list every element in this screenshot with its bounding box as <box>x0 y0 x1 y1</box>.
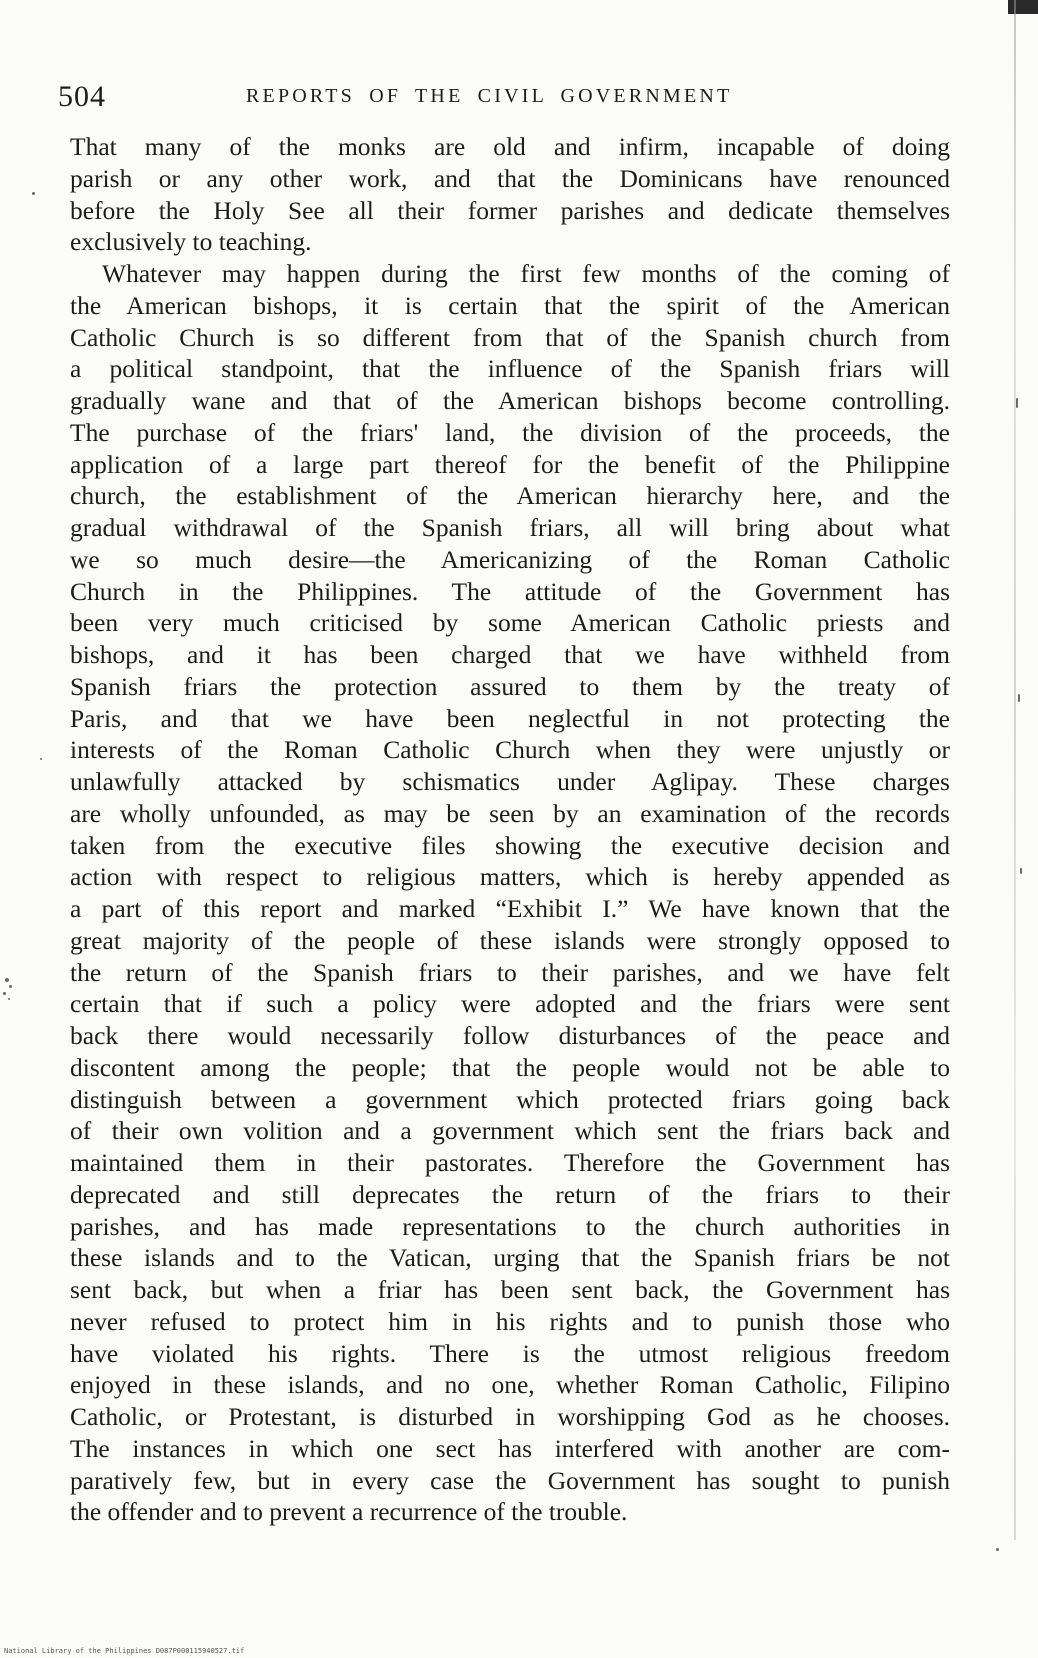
text-line: exclusively to teaching. <box>70 227 312 257</box>
text-line: the offender and to prevent a recurrence of the trouble. <box>70 1497 628 1527</box>
text-line: That many of the monks are old and infirm, incapable of doing <box>70 132 950 161</box>
scan-speckle <box>996 1548 999 1551</box>
text-line: parish or any other work, and that the Dominicans have renounced <box>70 163 950 193</box>
scan-speckle <box>40 758 42 760</box>
scan-speckle <box>1018 694 1020 702</box>
text-line: have violated his rights. There is the utmost religious freedom <box>70 1338 950 1368</box>
text-line: unlawfully attacked by schismatics under Aglipay. These charges <box>70 767 950 796</box>
text-line: the American bishops, it is certain that the spirit of the American <box>70 290 950 320</box>
page-header <box>58 80 958 120</box>
page-number: 504 <box>58 80 106 113</box>
text-line: Catholic Church is so different from that of the Spanish church from <box>70 322 950 352</box>
text-line: Paris, and that we have been neglectful in not protecting the <box>70 703 950 733</box>
paragraph-2 <box>70 258 950 1528</box>
page-edge-shadow <box>1014 0 1016 1540</box>
text-line: interests of the Roman Catholic Church when they were unjustly or <box>70 735 950 765</box>
scan-speckle <box>5 978 9 982</box>
scan-credit: National Library of the Philippines D087P000115940527.tif <box>4 1647 245 1655</box>
text-line: application of a large part thereof for the benefit of the Philippine <box>70 449 950 479</box>
text-line: action with respect to religious matters, which is hereby appended as <box>70 862 950 892</box>
text-line: never refused to protect him in his rights and to punish those who <box>70 1306 950 1336</box>
text-line: maintained them in their pastorates. Therefore the Government has <box>70 1148 950 1177</box>
text-line: are wholly unfounded, as may be seen by an examination of the records <box>70 798 950 828</box>
text-line: of their own volition and a government which sent the friars back and <box>70 1116 950 1146</box>
paragraph-1 <box>70 131 950 258</box>
text-line: distinguish between a government which protected friars going back <box>70 1084 950 1114</box>
text-line: Church in the Philippines. The attitude of the Government has <box>70 576 950 606</box>
text-line: Catholic, or Protestant, is disturbed in worshipping God as he chooses. <box>70 1402 950 1431</box>
text-line: Spanish friars the protection assured to them by the treaty of <box>70 671 950 701</box>
running-head: REPORTS OF THE CIVIL GOVERNMENT <box>246 85 733 107</box>
text-line: gradually wane and that of the American bishops become controlling. <box>70 386 950 415</box>
text-line: a part of this report and marked “Exhibit I.” We have known that the <box>70 894 950 923</box>
text-line: great majority of the people of these islands were strongly opposed to <box>70 925 950 955</box>
text-line: the return of the Spanish friars to their parishes, and we have felt <box>70 957 950 987</box>
scan-speckle <box>1020 868 1022 874</box>
text-line: sent back, but when a friar has been sent back, the Government has <box>70 1275 950 1304</box>
scan-speckle <box>32 192 35 195</box>
scan-speckle <box>8 998 10 1000</box>
text-line: back there would necessarily follow disturbances of the peace and <box>70 1021 950 1050</box>
scan-speckle <box>1016 398 1018 408</box>
body-text <box>70 131 950 1528</box>
text-line: these islands and to the Vatican, urging that the Spanish friars be not <box>70 1243 950 1273</box>
text-line: enjoyed in these islands, and no one, whether Roman Catholic, Filipino <box>70 1370 950 1400</box>
text-line: The purchase of the friars' land, the division of the proceeds, the <box>70 417 950 447</box>
text-line: before the Holy See all their former parishes and dedicate themselves <box>70 195 950 225</box>
text-line: The instances in which one sect has interfered with another are com- <box>70 1433 950 1463</box>
text-line: we so much desire—the Americanizing of the Roman Catholic <box>70 544 950 574</box>
text-line: certain that if such a policy were adopted and the friars were sent <box>70 989 950 1019</box>
scan-corner-mark <box>1008 0 1038 14</box>
text-line: bishops, and it has been charged that we have withheld from <box>70 640 950 669</box>
text-line: Whatever may happen during the first few months of the coming of <box>102 259 950 288</box>
text-line: deprecated and still deprecates the return of the friars to their <box>70 1179 950 1209</box>
text-line: church, the establishment of the American hierarchy here, and the <box>70 481 950 511</box>
text-line: gradual withdrawal of the Spanish friars, all will bring about what <box>70 513 950 542</box>
scan-speckle <box>9 985 12 988</box>
text-line: parishes, and has made representations to the church authorities in <box>70 1211 950 1241</box>
text-line: discontent among the people; that the people would not be able to <box>70 1052 950 1082</box>
scan-speckle <box>3 992 6 995</box>
text-line: a political standpoint, that the influence of the Spanish friars will <box>70 354 950 384</box>
text-line: taken from the executive files showing the executive decision and <box>70 830 950 860</box>
text-line: paratively few, but in every case the Government has sought to punish <box>70 1465 950 1495</box>
text-line: been very much criticised by some American Catholic priests and <box>70 608 950 638</box>
